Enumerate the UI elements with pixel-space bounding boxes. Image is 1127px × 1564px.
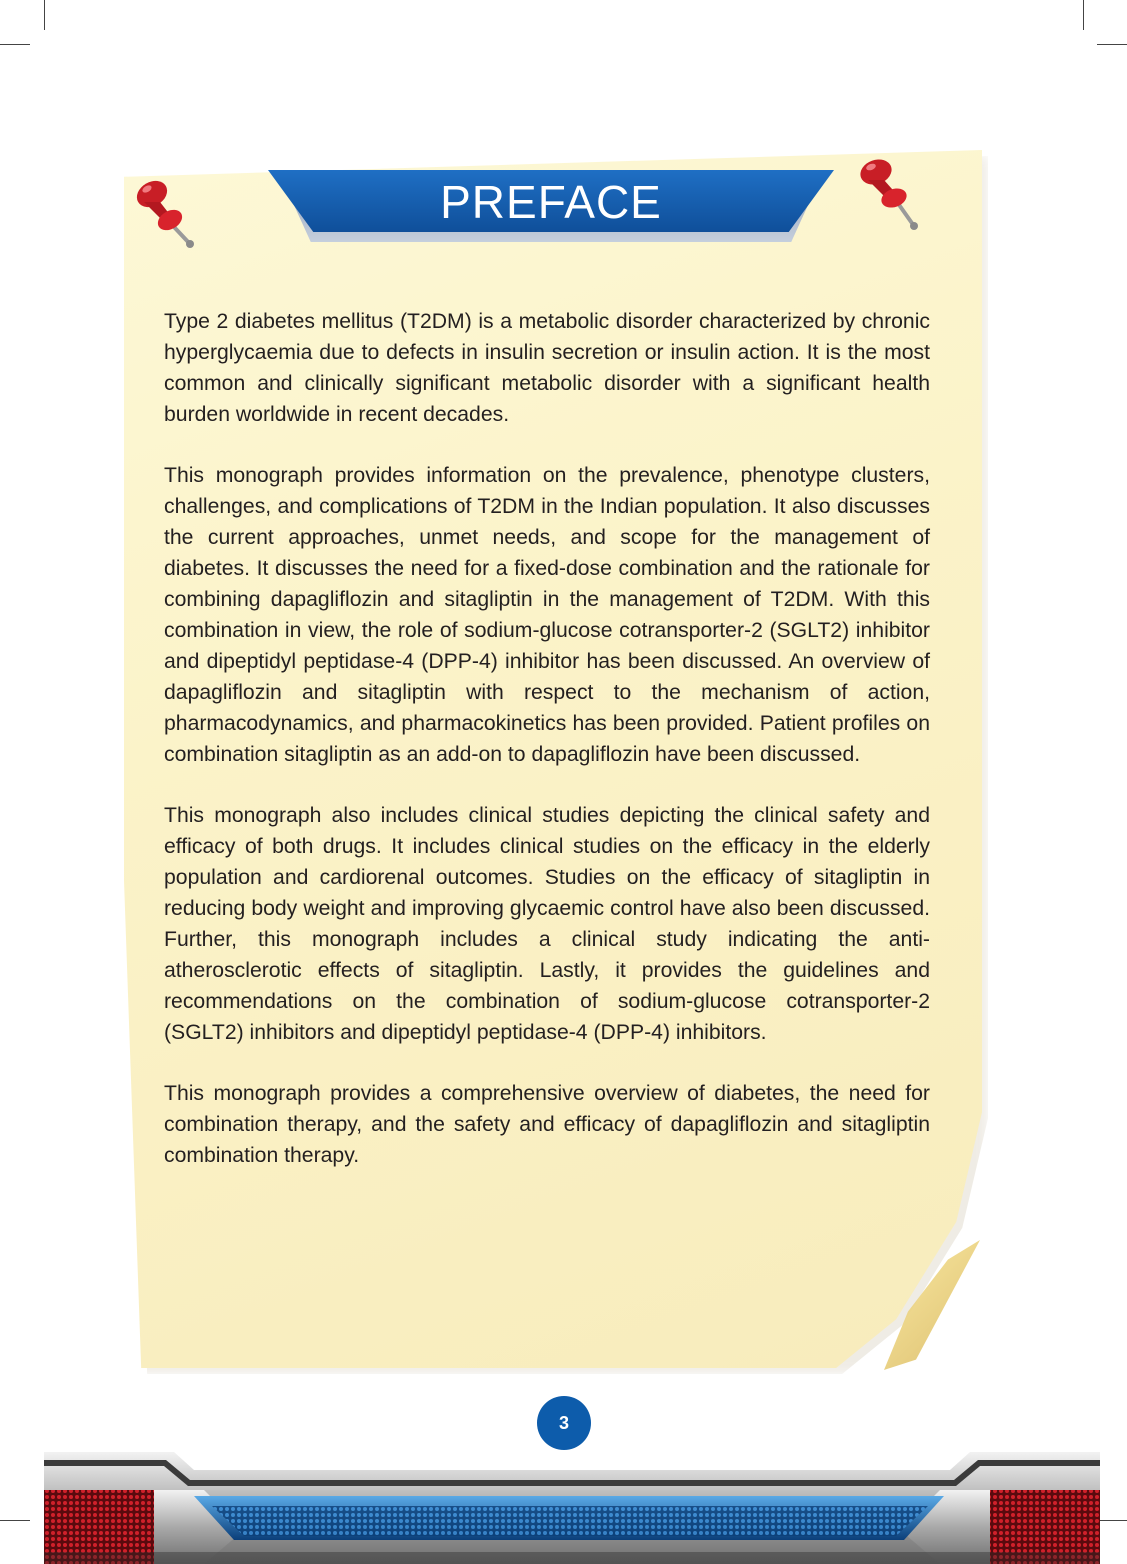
footer-decoration xyxy=(44,1452,1100,1564)
crop-mark xyxy=(0,1520,30,1521)
paragraph-intro: Type 2 diabetes mellitus (T2DM) is a metabolic disorder characterized by chronic hyperglycaemia due to defects in insulin secretion or insulin action. It is the most common and clinically significant metabolic disorder with a significant health burden worldwide in recent decades. xyxy=(164,310,930,426)
paragraph-clinical-studies: This monograph also includes clinical studies depicting the clinical safety and efficacy of both drugs. It includes clinical studies on the efficacy in the elderly population and cardiorenal outcomes. Studies on the efficacy of sitagliptin in reducing body weight and improving glycaemic control have also been discussed. Further, this monograph includes a clinical study indicating the anti-atherosclerotic effects of sitagliptin. Lastly, it provides the guidelines and recommendations on the combination of sodium-glucose cotransporter-2 (SGLT2) inhibitors and dipeptidyl peptidase-4 (DPP-4) inhibitors. xyxy=(164,804,930,1044)
push-pin-right-icon xyxy=(852,152,922,242)
page-title: PREFACE xyxy=(440,176,662,228)
crop-mark xyxy=(0,44,30,45)
crop-mark xyxy=(1083,0,1084,30)
title-banner xyxy=(268,170,834,242)
preface-body xyxy=(164,306,930,1201)
crop-mark xyxy=(44,0,45,30)
page-number: 3 xyxy=(537,1396,591,1450)
paragraph-summary: This monograph provides a comprehensive overview of diabetes, the need for combination therapy, and the safety and efficacy of dapagliflozin and sitagliptin combination therapy. xyxy=(164,1082,930,1167)
crop-mark xyxy=(1097,1520,1127,1521)
paragraph-scope: This monograph provides information on the prevalence, phenotype clusters, challenges, and complications of T2DM in the Indian population. It also discusses the current approaches, unmet needs, and scope for the management of diabetes. It discusses the need for a fixed-dose combination and the rationale for combining dapagliflozin and sitagliptin in the management of T2DM. With this combination in view, the role of sodium-glucose cotransporter-2 (SGLT2) inhibitor and dipeptidyl peptidase-4 (DPP-4) inhibitor has been discussed. An overview of dapagliflozin and sitagliptin with respect to the mechanism of action, pharmacodynamics, and pharmacokinetics has been provided. Patient profiles on combination sitagliptin as an add-on to dapagliflozin have been discussed. xyxy=(164,464,930,766)
push-pin-left-icon xyxy=(130,174,200,264)
crop-mark xyxy=(1097,44,1127,45)
